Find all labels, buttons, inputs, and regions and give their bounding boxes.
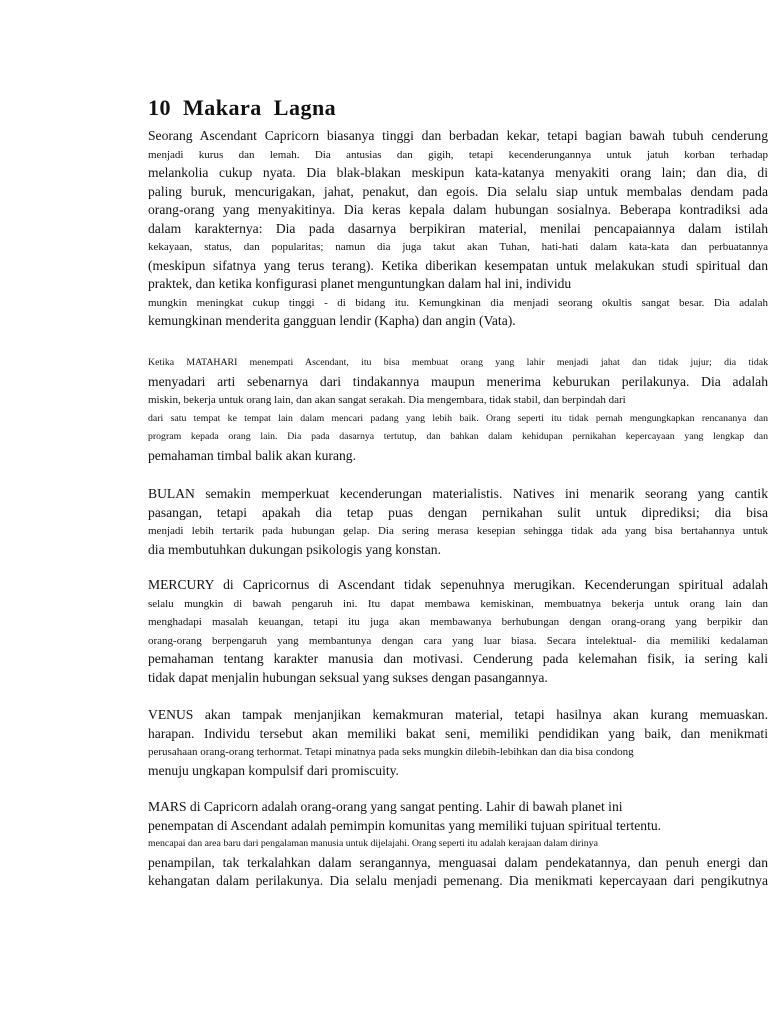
text-line: menjadi kurus dan lemah. Dia antusias dan gigih, tetapi kecenderungannya untuk jatuh korban terhadap <box>148 148 768 161</box>
text-line: orang-orang berpengaruh yang membantunya dengan cara yang luar biasa. Secara intelektual- dia memiliki kedalaman <box>148 634 768 647</box>
text-line: mencapai dan area baru dari pengalaman manusia untuk dijelajahi. Orang seperti itu adalah kerajaan dalam dirinya <box>148 838 598 849</box>
paragraph-matahari <box>148 354 768 465</box>
text-line: paling buruk, mencurigakan, jahat, penakut, dan egois. Dia selalu siap untuk membalas dendam pada <box>148 183 768 199</box>
text-line: program kepada orang lain. Dia pada dasarnya tertutup, dan bahkan dalam kehidupan pernikahan kepercayaan yang lengkap dan <box>148 431 768 442</box>
text-line: kekayaan, status, dan popularitas; namun dia juga takut akan Tuhan, hati-hati dalam kata-kata dan perbuatannya <box>148 241 768 253</box>
text-line: miskin, bekerja untuk orang lain, dan akan sangat serakah. Dia mengembara, tidak stabil, dan berpindah dari <box>148 394 626 406</box>
text-line: menghadapi masalah keuangan, tetapi itu juga akan membawanya berhubungan dengan orang-orang yang berpikir dan <box>148 616 768 628</box>
text-line: pemahaman tentang karakter manusia dan motivasi. Cenderung pada kelemahan fisik, ia sering kali <box>148 651 768 666</box>
text-line: kehangatan dalam perilakunya. Dia selalu menjadi pemenang. Dia menikmati kepercayaan dari pengikutnya <box>148 873 768 888</box>
text-line: harapan. Individu tersebut akan memiliki bakat seni, memiliki pendidikan yang baik, dan menikmati <box>148 725 768 741</box>
text-line: pasangan, tetapi apakah dia tetap puas dengan pernikahan sulit untuk diprediksi; dia bisa <box>148 504 768 520</box>
text-line: melankolia cukup nyata. Dia blak-blakan meskipun kata-katanya menyakiti orang lain; dan dia, di <box>148 165 768 180</box>
paragraph-bulan <box>148 485 768 559</box>
text-line: praktek, dan ketika konfigurasi planet menguntungkan dalam hal ini, individu <box>148 276 572 291</box>
text-line: dalam karakternya: Dia pada dasarnya berpikiran material, menilai pencapaiannya dalam istilah <box>148 220 768 236</box>
text-line: penampilan, tak terkalahkan dalam serangannya, menguasai dalam pendekatannya, dan penuh energi dan <box>148 854 768 870</box>
paragraph-mercury <box>148 576 768 687</box>
text-line: menjadi lebih tertarik pada hubungan gelap. Dia sering merasa kesepian sehingga tidak ada yang bisa bertahannya untuk <box>148 525 768 537</box>
text-line: menuju ungkapan kompulsif dari promiscuity. <box>148 762 399 778</box>
text-line: orang-orang yang menyakitinya. Dia keras kepala dalam hubungan sosialnya. Beberapa kontradiksi ada <box>148 202 768 217</box>
text-line: (meskipun sifatnya yang terus terang). Ketika diberikan kesempatan untuk melakukan studi spiritual dan <box>148 257 768 273</box>
text-line: MERCURY di Capricornus di Ascendant tidak sepenuhnya merugikan. Kecenderungan spiritual adalah <box>148 577 768 592</box>
text-line: MARS di Capricorn adalah orang-orang yang sangat penting. Lahir di bawah planet ini <box>148 799 623 814</box>
paragraph-venus <box>148 706 768 780</box>
text-line: BULAN semakin memperkuat kecenderungan materialistis. Natives ini menarik seorang yang cantik <box>148 486 768 501</box>
text-line: VENUS akan tampak menjanjikan kemakmuran material, tetapi hasilnya akan kurang memuaskan. <box>148 707 768 722</box>
chapter-title: 10 Makara Lagna <box>148 95 337 120</box>
text-line: mungkin meningkat cukup tinggi - di bidang itu. Kemungkinan dia menjadi seorang okultis sangat besar. Dia adalah <box>148 296 768 309</box>
text-line: penempatan di Ascendant adalah pemimpin komunitas yang memiliki tujuan spiritual tertentu. <box>148 817 662 833</box>
text-line: dia membutuhkan dukungan psikologis yang konstan. <box>148 541 441 557</box>
text-line: tidak dapat menjalin hubungan seksual yang sukses dengan pasangannya. <box>148 669 548 685</box>
text-line: menyadari arti sebenarnya dari tindakannya maupun menerima keburukan perilakunya. Dia adalah <box>148 373 768 389</box>
paragraph-intro <box>148 127 768 331</box>
text-line: Ketika MATAHARI menempati Ascendant, itu bisa membuat orang yang lahir menjadi jahat dan tidak jujur; dia tidak <box>148 357 768 368</box>
text-line: selalu mungkin di bawah pengaruh ini. Itu dapat membawa kemiskinan, membuatnya bekerja untuk orang lain dan <box>148 597 768 610</box>
text-line: pemahaman timbal balik akan kurang. <box>148 447 356 463</box>
text-line: Seorang Ascendant Capricorn biasanya tinggi dan berbadan kekar, tetapi bagian bawah tubuh cenderung <box>148 128 768 143</box>
paragraph-mars <box>148 798 768 891</box>
text-line: dari satu tempat ke tempat lain dalam mencari padang yang lebih baik. Orang seperti itu tidak pernah mengungkapkan rencananya dan <box>148 412 768 424</box>
text-line: perusahaan orang-orang terhormat. Tetapi minatnya pada seks mungkin dilebih-lebihkan dan dia bisa condong <box>148 746 634 758</box>
text-line: kemungkinan menderita gangguan lendir (Kapha) dan angin (Vata). <box>148 313 516 328</box>
